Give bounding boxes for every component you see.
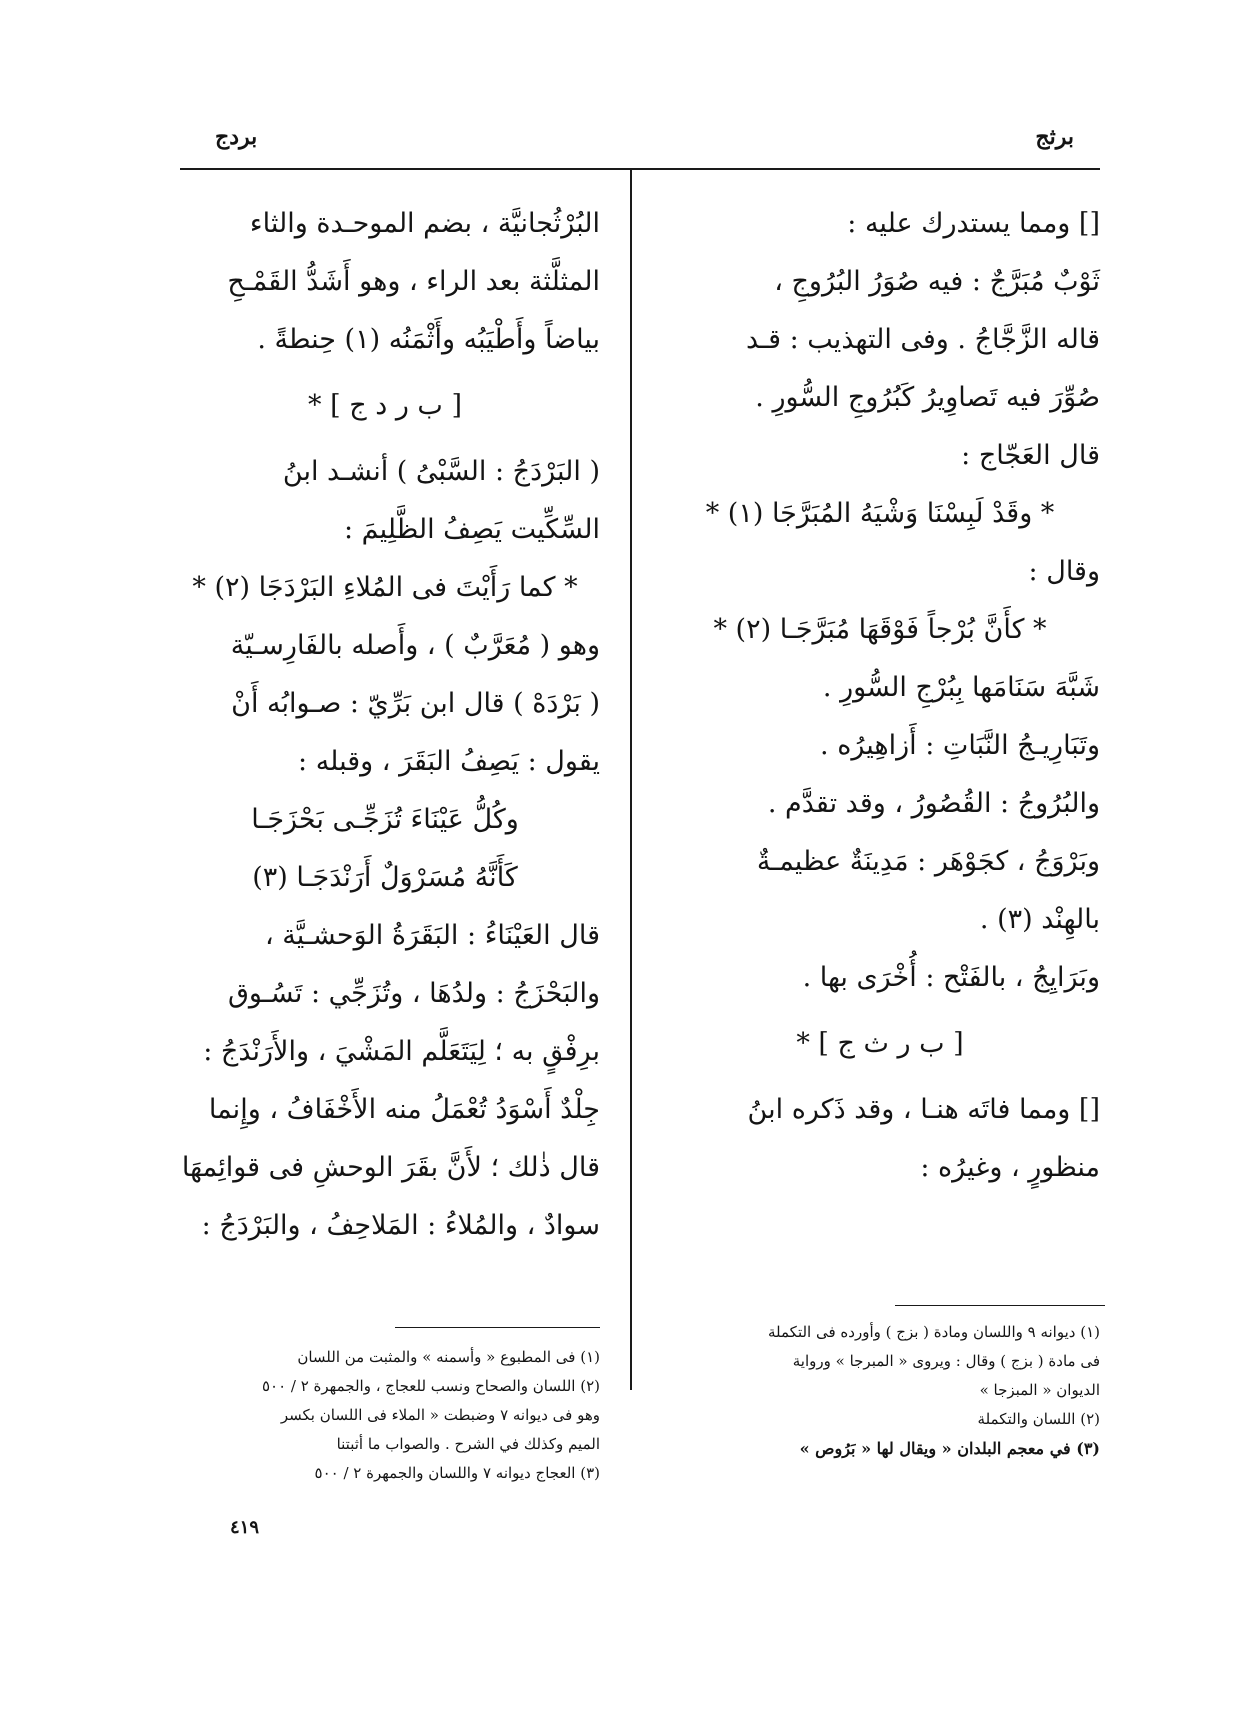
text-line: وقال :	[1028, 556, 1100, 587]
footnote-line: (٣) العجاج ديوانه ٧ واللسان والجمهرة ٢ / ٥٠٠	[314, 1464, 600, 1482]
running-header-right: برثج	[1035, 124, 1074, 150]
text-line: [] ومما فاتَه هنـا ، وقد ذَكره ابنُ	[747, 1094, 1100, 1125]
text-line: قال ذٰلك ؛ لأَنَّ بقَرَ الوحشِ فى قوائِمهَا	[181, 1152, 600, 1183]
text-line: ثَوْبٌ مُبَرَّجٌ : فيه صُوَرُ البُرُوجِ ،	[774, 266, 1100, 297]
text-line: [] ومما يستدرك عليه :	[847, 208, 1100, 239]
left-column	[170, 195, 600, 1255]
footnote-line: الميم وكذلك في الشرح . والصواب ما أثبتنا	[336, 1435, 600, 1453]
text-line: بالهِنْد (٣) .	[979, 904, 1100, 935]
page-number: ٤١٩	[230, 1517, 260, 1538]
header-rule	[180, 168, 1100, 170]
footnote-line: (٢) اللسان والصحاح ونسب للعجاج ، والجمهرة ٢ / ٥٠٠	[261, 1377, 600, 1395]
text-line: برِفْقٍ به ؛ لِيَتَعَلَّم المَشْيَ ، والأَرَنْدَجُ :	[203, 1036, 600, 1067]
text-line: صُوِّرَ فيه تَصاوِيرُ كَبُرُوجِ السُّورِ .	[755, 382, 1100, 413]
verse-line: كَأَنَّهُ مُسَرْوَلٌ أَرَنْدَجَـا (٣)	[252, 862, 518, 893]
text-line: وهو ( مُعَرَّبٌ ) ، وأَصله بالفَارِسـيّة	[230, 630, 600, 661]
text-line: سوادٌ ، والمُلاءُ : المَلاحِفُ ، والبَرْدَجُ :	[201, 1210, 600, 1241]
footnote-line: (٢) اللسان والتكملة	[977, 1410, 1100, 1428]
verse-line: وكُلُّ عَيْنَاءَ تُزَجِّـى بَحْزَجَـا	[251, 804, 519, 835]
text-line: قال العَجّاج :	[961, 440, 1100, 471]
footnotes-right	[660, 1318, 1100, 1463]
verse-line: * وقَدْ لَبِسْنَا وَشْيَهُ المُبَرَّجَا (١) *	[705, 498, 1055, 529]
text-line: البُرْثُجانيَّة ، بضم الموحـدة والثاء	[249, 208, 600, 239]
entry-heading: [ ب ر ث ج ] *	[796, 1028, 964, 1059]
text-line: ( بَرْدَهْ ) قال ابن بَرِّيّ : صـوابُه أَنْ	[231, 688, 600, 719]
footnote-line: وهو فى ديوانه ٧ وضبطت « الملاء فى اللسان بكسر	[280, 1406, 600, 1424]
text-line: جِلْدٌ أَسْوَدُ تُعْمَلُ منه الأَخْفَافُ ، وإِنما	[208, 1094, 600, 1125]
running-header-left: بردج	[215, 124, 258, 150]
verse-line: * كأَنَّ بُرْجاً فَوْقَهَا مُبَرَّجَـا (٢) *	[713, 614, 1047, 645]
text-line: وتَبَارِيـجُ النَّبَاتِ : أَزاهِيرُه .	[820, 730, 1100, 761]
footnote-line: الديوان « المبزجا »	[979, 1381, 1100, 1399]
text-line: شَبَّهَ سَنَامَها بِبُرْجِ السُّورِ .	[822, 672, 1100, 703]
text-line: وبَرَايِجُ ، بالفَتْح : أُخْرَى بها .	[802, 962, 1100, 993]
text-line: بياضاً وأَطْيَبُه وأَثْمَنُه (١) حِنطةً .	[257, 324, 600, 355]
verse-line: * كما رَأَيْتَ فى المُلاءِ البَرْدَجَا (٢) *	[192, 572, 578, 603]
footnote-line: (١) ديوانه ٩ واللسان ومادة ( بزج ) وأورده فى التكملة	[768, 1323, 1100, 1341]
text-line: قال العَيْنَاءُ : البَقَرَةُ الوَحشـيَّة ،	[264, 920, 600, 951]
footnotes-left	[180, 1343, 600, 1488]
text-line: منظورٍ ، وغيرُه :	[920, 1152, 1100, 1183]
text-line: والبُرُوجُ : القُصُورُ ، وقد تقدَّم .	[767, 788, 1100, 819]
footnote-line: فى مادة ( بزج ) وقال : ويروى « المبرجا » ورواية	[792, 1352, 1100, 1370]
footnote-rule-left	[395, 1327, 600, 1328]
entry-heading: [ ب ر د ج ] *	[308, 390, 462, 421]
text-line: قاله الزَّجَّاجُ . وفى التهذيب : قـد	[746, 324, 1100, 355]
text-line: والبَحْزَجُ : ولدُهَا ، وتُزَجِّي : تَسُـوق	[227, 978, 600, 1009]
text-line: ( البَرْدَجُ : السَّبْىُ ) أنشـد ابنُ	[282, 456, 600, 487]
right-column	[660, 195, 1100, 1197]
text-line: يقول : يَصِفُ البَقَرَ ، وقبله :	[298, 746, 600, 777]
footnote-line: (٣) في معجم البلدان « ويقال لها « بَرُوص »	[799, 1439, 1100, 1458]
column-divider	[630, 170, 632, 1390]
footnote-rule-right	[895, 1305, 1105, 1306]
footnote-line: (١) فى المطبوع « وأسمنه » والمثبت من اللسان	[297, 1348, 600, 1366]
text-line: المثلَّثة بعد الراء ، وهو أَشَدُّ القَمْـحِ	[227, 266, 600, 297]
text-line: السِّكِّيت يَصِفُ الظَّلِيمَ :	[343, 514, 600, 545]
text-line: وبَرْوَجُ ، كجَوْهَر : مَدِينَةٌ عظيمـةٌ	[756, 846, 1100, 877]
